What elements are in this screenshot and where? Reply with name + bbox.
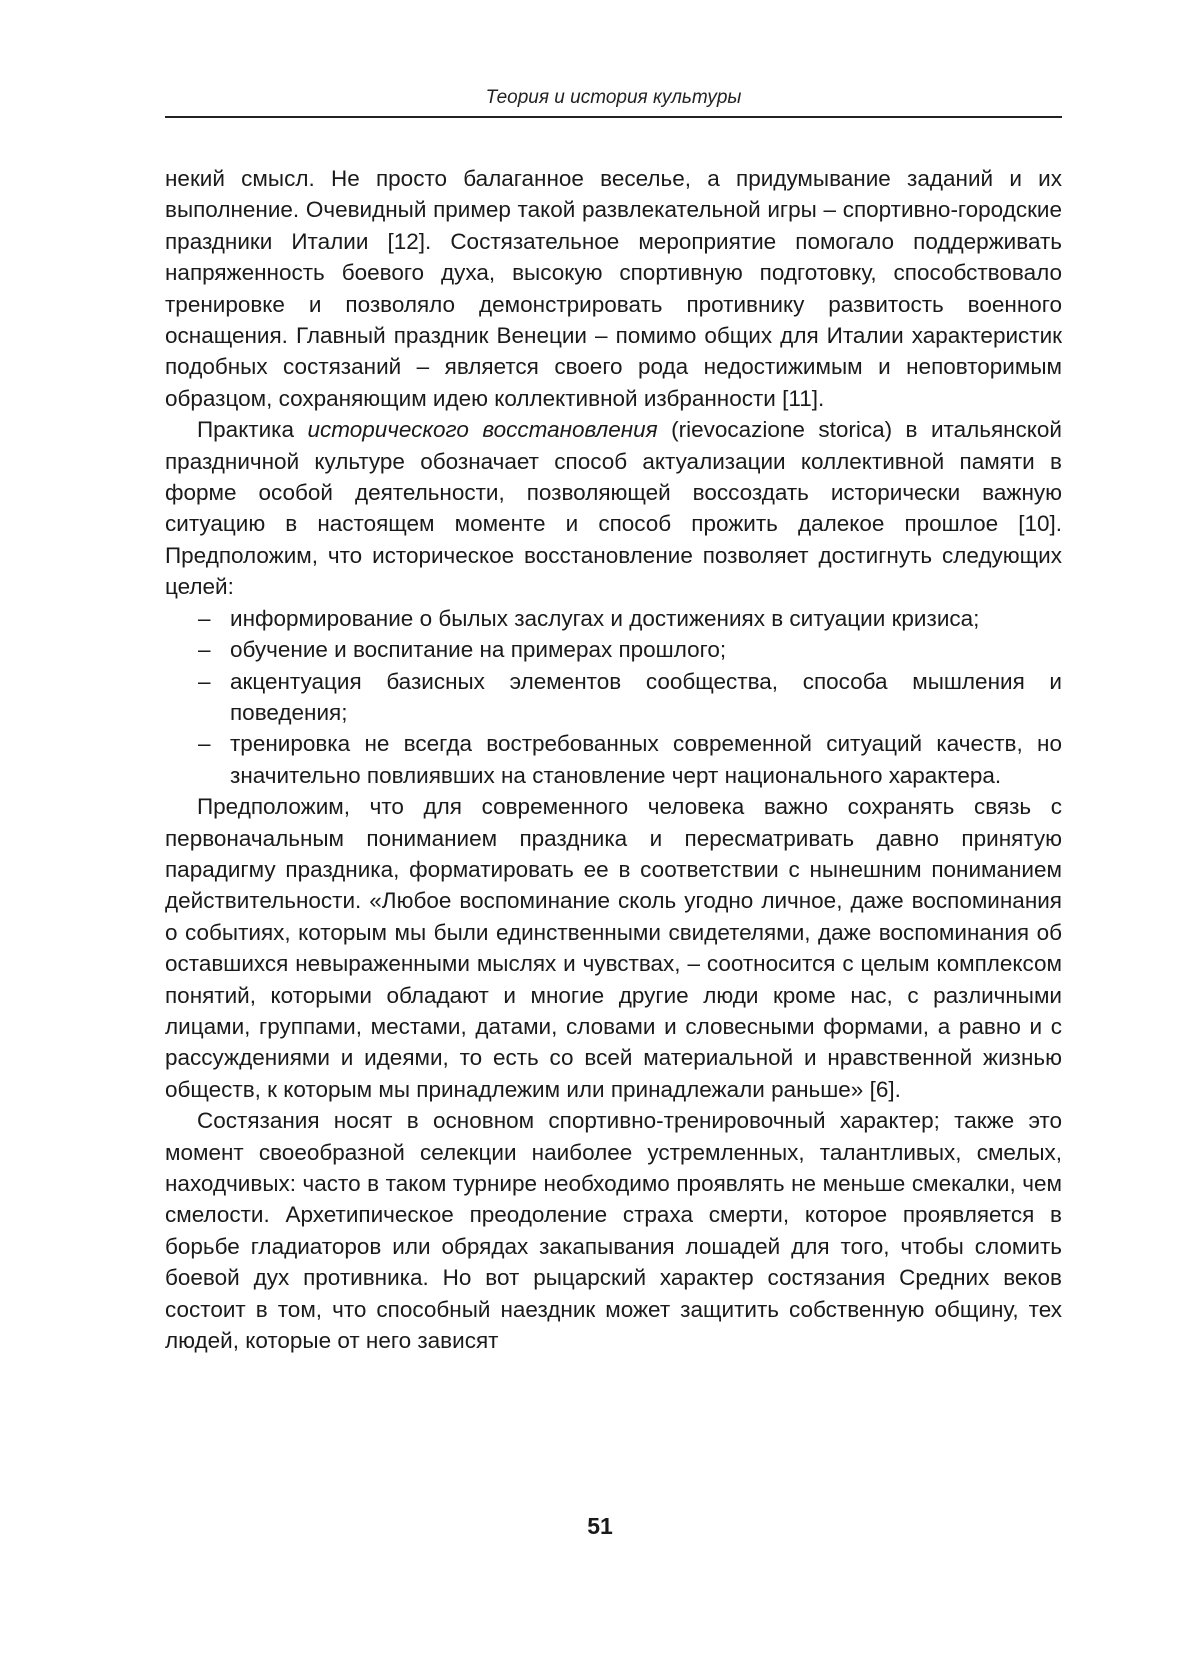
paragraph-3: Предположим, что для современного человека важно сохранять связь с первоначальным пониманием праздника и пересматривать давно принятую парадигму праздника, форматировать ее в соответствии с нынешним пониманием действительности. «Любое воспоминание сколь угодно личное, даже воспоминания о событиях, которым мы были единственными свидетелями, даже воспоминания об оставшихся невыраженными мыслях и чувствах, – соотносится с целым комплексом понятий, которыми обладают и многие другие люди кроме нас, с различными лицами, группами, местами, датами, словами и словесными формами, а равно и с рассуждениями и идеями, то есть со всей материальной и нравственной жизнью обществ, к которым мы принадлежим или принадлежали раньше» [6].: [165, 794, 1062, 1102]
paragraph-2-term: исторического восстановления: [307, 417, 658, 443]
list-item-text: тренировка не всегда востребованных современной ситуаций качеств, но значительно повлиявших на становление черт национального характера.: [230, 731, 1062, 788]
list-item: [165, 728, 1062, 791]
body-text: [165, 163, 1062, 1356]
list-item-text: информирование о былых заслугах и достижениях в ситуации кризиса;: [230, 605, 980, 631]
paragraph-2-lead: Практика: [197, 417, 308, 443]
paragraph-2-rest: (rievocazione storica) в итальянской праздничной культуре обозначает способ актуализации коллективной памяти в форме особой деятельности, позволяющей воссоздать исторически важную ситуацию в настоящем моменте и способ прожить далекое прошлое [10]. Предположим, что историческое восстановление позволяет достигнуть следующих целей:: [165, 417, 1062, 600]
goals-list: [165, 603, 1062, 791]
running-header: Теория и история культуры: [485, 87, 742, 108]
list-item: [165, 634, 1062, 665]
dash-marker: –: [198, 605, 211, 631]
page-number: 51: [587, 1513, 613, 1539]
header-rule: [165, 116, 1062, 118]
dash-marker: –: [198, 668, 211, 694]
paragraph-4: Состязания носят в основном спортивно-тренировочный характер; также это момент своеобразной селекции наиболее устремленных, талантливых, смелых, находчивых: часто в таком турнире необходимо проявлять не меньше смекалки, чем смелости. Архетипическое преодоление страха смерти, которое проявляется в борьбе гладиаторов или обрядах закапывания лошадей для того, чтобы сломить боевой дух противника. Но вот рыцарский характер состязания Средних веков состоит в том, что способный наездник может защитить собственную общину, тех людей, которые от него зависят: [165, 1108, 1062, 1354]
list-item-text: обучение и воспитание на примерах прошлого;: [230, 637, 727, 663]
paragraph-2: [165, 414, 1062, 602]
list-item: [165, 603, 1062, 634]
paragraph-1: некий смысл. Не просто балаганное веселье, а придумывание заданий и их выполнение. Очевидный пример такой развлекательной игры – спортивно-городские праздники Италии [12]. Состязательное мероприятие помогало поддерживать напряженность боевого духа, высокую спортивную подготовку, способствовало тренировке и позволяло демонстрировать противнику развитость военного оснащения. Главный праздник Венеции – помимо общих для Италии характеристик подобных состязаний – является своего рода недостижимым и неповторимым образцом, сохраняющим идею коллективной избранности [11].: [165, 166, 1062, 411]
list-item-text: акцентуация базисных элементов сообщества, способа мышления и поведения;: [230, 668, 1062, 725]
dash-marker: –: [198, 731, 211, 757]
dash-marker: –: [198, 637, 211, 663]
list-item: [165, 666, 1062, 729]
